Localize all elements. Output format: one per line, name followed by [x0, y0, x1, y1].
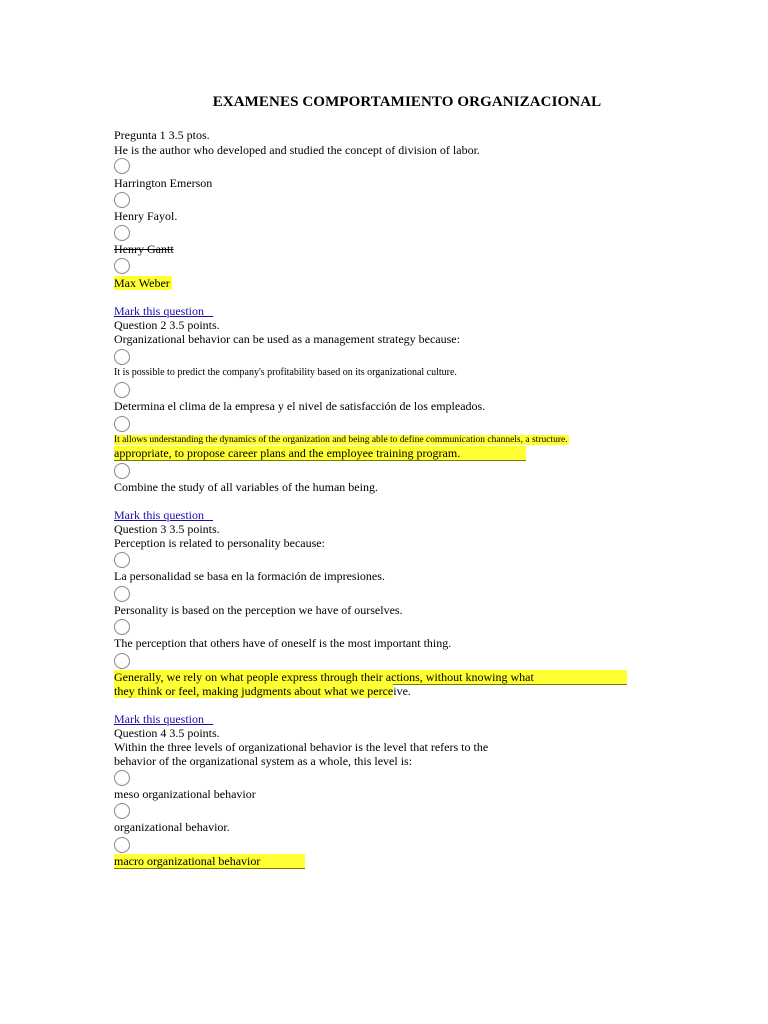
q2-option3-radio[interactable] — [114, 416, 130, 432]
q2-option3-label-line1: It allows understanding the dynamics of the organization and being able to define communication channels, a structure. — [114, 435, 568, 445]
q3-option2-label: Personality is based on the perception we have of ourselves. — [114, 603, 403, 617]
q1-option2-radio[interactable] — [114, 192, 130, 208]
q3-option3-label: The perception that others have of oneself is the most important thing. — [114, 636, 452, 650]
q2-option2-radio[interactable] — [114, 382, 130, 398]
q4-text-line1: Within the three levels of organizational behavior is the level that refers to the — [114, 740, 489, 754]
q2-option1-radio[interactable] — [114, 349, 130, 365]
q1-option3-label: Henry Gantt — [114, 242, 174, 256]
q3-option4-label-line2: they think or feel, making judgments about what we perce — [114, 684, 394, 698]
q1-mark-question-link[interactable]: Mark this question — [114, 304, 204, 318]
q1-option2-label: Henry Fayol. — [114, 209, 178, 223]
q3-option4-radio[interactable] — [114, 653, 130, 669]
q3-option1-label: La personalidad se basa en la formación de impresiones. — [114, 569, 385, 583]
q1-header: Pregunta 1 3.5 ptos. — [114, 128, 210, 142]
q1-option1-radio[interactable] — [114, 158, 130, 174]
q4-option1-radio[interactable] — [114, 770, 130, 786]
q4-option3-radio[interactable] — [114, 837, 130, 853]
q2-option4-radio[interactable] — [114, 463, 130, 479]
document-title: EXAMENES COMPORTAMIENTO ORGANIZACIONAL — [212, 94, 602, 110]
q1-option4-label: Max Weber — [114, 276, 170, 290]
q4-option2-label: organizational behavior. — [114, 820, 230, 834]
q2-header: Question 2 3.5 points. — [114, 318, 220, 332]
q2-mark-question-link[interactable]: Mark this question — [114, 508, 204, 522]
q3-option3-radio[interactable] — [114, 619, 130, 635]
q3-header: Question 3 3.5 points. — [114, 522, 220, 536]
q2-option4-label: Combine the study of all variables of the human being. — [114, 480, 378, 494]
q3-option4-label-line2-tail: ive. — [393, 684, 411, 698]
q4-text-line2: behavior of the organizational system as a whole, this level is: — [114, 754, 413, 768]
q3-mark-question-link[interactable]: Mark this question — [114, 712, 204, 726]
q4-option1-label: meso organizational behavior — [114, 787, 256, 801]
q4-header: Question 4 3.5 points. — [114, 726, 220, 740]
q1-option3-radio[interactable] — [114, 225, 130, 241]
q2-option2-label: Determina el clima de la empresa y el nivel de satisfacción de los empleados. — [114, 399, 486, 413]
q1-option4-radio[interactable] — [114, 258, 130, 274]
q2-option3-label-line2: appropriate, to propose career plans and the employee training program. — [114, 446, 526, 461]
q3-option4-label-line1: Generally, we rely on what people express through their actions, without knowing what — [114, 670, 627, 685]
q1-option1-label: Harrington Emerson — [114, 176, 213, 190]
q4-option3-label: macro organizational behavior — [114, 854, 305, 869]
q3-text: Perception is related to personality because: — [114, 536, 325, 550]
q3-option1-radio[interactable] — [114, 552, 130, 568]
q3-option2-radio[interactable] — [114, 586, 130, 602]
q2-text: Organizational behavior can be used as a management strategy because: — [114, 332, 460, 346]
q2-option1-label: It is possible to predict the company's profitability based on its organizational culture. — [114, 367, 457, 378]
q1-text: He is the author who developed and studied the concept of division of labor. — [114, 143, 480, 157]
q4-option2-radio[interactable] — [114, 803, 130, 819]
